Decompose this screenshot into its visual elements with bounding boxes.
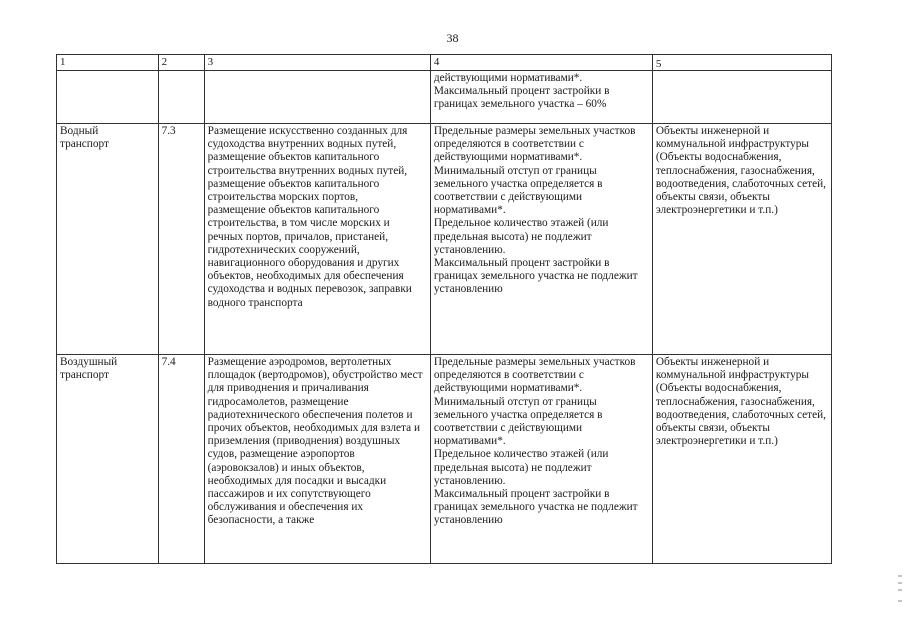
table-row — [57, 124, 832, 355]
use-type-parameters: Предельные размеры земельных участков определяются в соответствии с действующими нормативами*. Минимальный отступ от границы земельного участка определяется в соответствии с действующими нормативами*. Предельное количество этажей (или предельная высота) не подлежит установлению. Максимальный процент застройки в границах земельного участка не подлежит установлению — [430, 124, 652, 355]
use-type-code: 7.3 — [158, 124, 204, 355]
continuation-parameters: действующими нормативами*. Максимальный процент застройки в границах земельного участка – 60% — [430, 71, 652, 124]
continuation-cell-2 — [158, 71, 204, 124]
use-type-description: Размещение аэродромов, вертолетных площадок (вертодромов), обустройство мест для приводнения и причаливания гидросамолетов, размещение радиотехнического обеспечения полетов и прочих объектов, необходимых для взлета и приземления (приводнения) воздушных судов, размещение аэропортов (аэровокзалов) и иных объектов, необходимых для посадки и высадки пассажиров и их сопутствующего обслуживания и обеспечения их безопасности, а также — [204, 355, 430, 564]
use-type-restrictions: Объекты инженерной и коммунальной инфраструктуры (Объекты водоснабжения, теплоснабжения, газоснабжения, водоотведения, слаботочных сетей, объекты связи, объекты электроэнергетики и т.п.) — [652, 124, 831, 355]
table-header-row — [57, 55, 832, 71]
header-cell-2: 2 — [158, 55, 204, 71]
continuation-cell-1 — [57, 71, 159, 124]
scan-edge-lines — [897, 574, 903, 604]
header-cell-5: 5 — [652, 55, 831, 71]
header-cell-3: 3 — [204, 55, 430, 71]
header-cell-1: 1 — [57, 55, 159, 71]
header-cell-4: 4 — [430, 55, 652, 71]
use-type-name: Водный транспорт — [57, 124, 159, 355]
continuation-cell-5 — [652, 71, 831, 124]
use-type-code: 7.4 — [158, 355, 204, 564]
page-number: 38 — [446, 31, 459, 45]
continuation-row — [57, 71, 832, 124]
use-type-name: Воздушный транспорт — [57, 355, 159, 564]
scan-edge-mark — [897, 574, 903, 606]
land-use-table — [56, 54, 832, 564]
table-row — [57, 355, 832, 564]
use-type-restrictions: Объекты инженерной и коммунальной инфраструктуры (Объекты водоснабжения, теплоснабжения, газоснабжения, водоотведения, слаботочных сетей, объекты связи, объекты электроэнергетики и т.п.) — [652, 355, 831, 564]
use-type-description: Размещение искусственно созданных для судоходства внутренних водных путей, размещение объектов капитального строительства внутренних водных путей, размещение объектов капитального строительства морских портов, размещение объектов капитального строительства, в том числе морских и речных портов, причалов, пристаней, гидротехнических сооружений, навигационного оборудования и других объектов, необходимых для обеспечения судоходства и водных перевозок, заправки водного транспорта — [204, 124, 430, 355]
use-type-parameters: Предельные размеры земельных участков определяются в соответствии с действующими нормативами*. Минимальный отступ от границы земельного участка определяется в соответствии с действующими нормативами*. Предельное количество этажей (или предельная высота) не подлежит установлению. Максимальный процент застройки в границах земельного участка не подлежит установлению — [430, 355, 652, 564]
continuation-cell-3 — [204, 71, 430, 124]
